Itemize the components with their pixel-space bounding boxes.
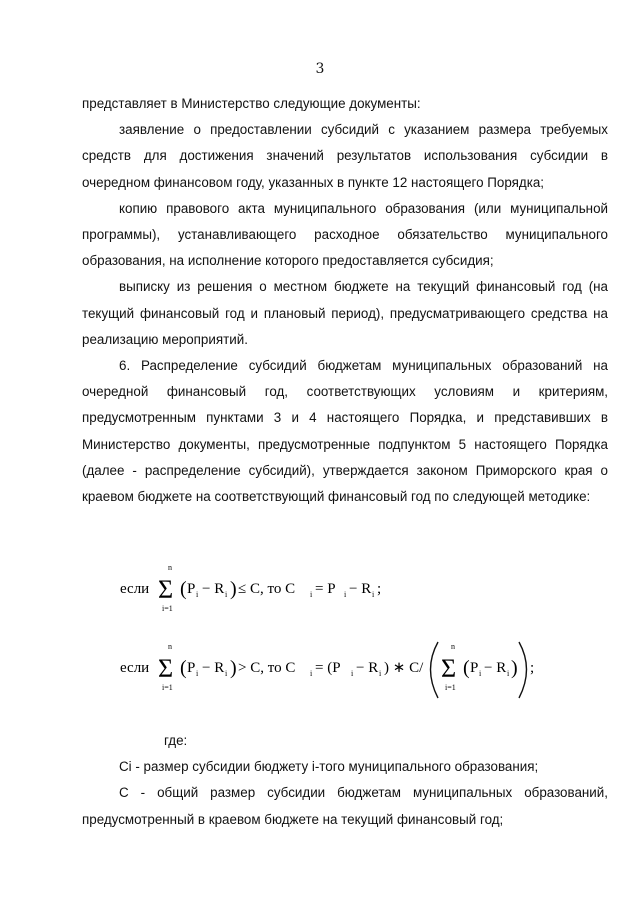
formula-2-sum-top: n	[168, 642, 172, 651]
paragraph-distribution: 6. Распределение субсидий бюджетам муниципальных образований на очередной финансовый год, соответствующих условиям и критериям, предусмотренным пунктами 3 и 4 настоящего Порядка, и представивших в Министерство документы, предусмотренные подпунктом 5 настоящего Порядка (далее - распределение субсидий), утверждается законом Приморского края о краевом бюджете на соответствующий финансовый год по следующей методике:	[82, 358, 608, 505]
definition-ci: Ci - размер субсидии бюджету i-того муниципального образования;	[119, 759, 539, 775]
formula-condition-1	[120, 560, 480, 621]
document-body	[82, 91, 608, 510]
formula-1-sub-5: i	[372, 590, 375, 599]
formula-2-sub-5: i	[379, 669, 382, 678]
paragraph-application: заявление о предоставлении субсидий с указанием размера требуемых средств для достижения значений результатов использования субсидии в очередном финансовом году, указанных в пункте 12 настоящего Порядка;	[82, 122, 608, 190]
formula-2-inner-sigma: Σ	[441, 654, 457, 683]
formula-1-svg	[120, 560, 480, 616]
formula-2-big-close-paren	[519, 642, 527, 698]
formula-2-inner-sub-2: i	[507, 669, 510, 678]
formula-2-sub-3: i	[310, 669, 313, 678]
formula-2-p: P	[187, 660, 196, 676]
formula-2-inner-sub-1: i	[479, 669, 482, 678]
formula-1-sigma: Σ	[158, 575, 174, 604]
formula-2-sum-bottom: i=1	[162, 683, 173, 692]
formula-2-end: ;	[530, 660, 535, 676]
formula-1-sub-2: i	[225, 590, 228, 599]
formula-1-equals: = P	[315, 581, 336, 597]
formula-1-open-paren: (	[180, 578, 187, 600]
definitions-block	[82, 728, 608, 833]
formula-2-equals: = (P	[315, 660, 341, 676]
formula-2-inner-sum-top: n	[451, 642, 455, 651]
formula-2-close-paren: )	[230, 657, 237, 679]
formula-2-open-paren: (	[180, 657, 187, 679]
formula-1-minus-r: − R	[202, 581, 225, 597]
formula-condition-2	[120, 636, 540, 707]
formula-2-minus-r: − R	[202, 660, 225, 676]
formula-1-p: P	[187, 581, 196, 597]
formula-2-inner-minus-r: − R	[484, 660, 507, 676]
formula-1-sub-1: i	[196, 590, 199, 599]
formula-2-svg	[120, 636, 540, 702]
formula-2-big-open-paren	[431, 642, 439, 698]
formula-1-close-paren: )	[230, 578, 237, 600]
formula-1-sum-bottom: i=1	[162, 604, 173, 613]
formula-2-inner-close-paren: )	[511, 657, 518, 679]
formula-2-sub-2: i	[225, 669, 228, 678]
where-label: где:	[164, 733, 188, 748]
formula-1-sub-3: i	[310, 590, 313, 599]
paragraph-intro: представляет в Министерство следующие документы:	[82, 96, 421, 111]
formula-2-minus-r2: − R	[356, 660, 379, 676]
formula-1-end: ;	[377, 581, 382, 597]
formula-2-sigma: Σ	[158, 654, 174, 683]
formula-1-condition: ≤ C, то C	[238, 581, 296, 597]
formula-2-sub-4: i	[351, 669, 354, 678]
formula-2-mult: ) ∗ C/	[384, 660, 424, 676]
definition-c: C - общий размер субсидии бюджетам муниципальных образований, предусмотренный в краевом бюджете на текущий финансовый год;	[82, 785, 608, 827]
formula-2-inner-p: P	[470, 660, 479, 676]
formula-2-prefix: если	[120, 660, 150, 676]
formula-2-condition: > C, то C	[238, 660, 296, 676]
formula-1-prefix: если	[120, 581, 150, 597]
formula-2-inner-sum-bottom: i=1	[445, 683, 456, 692]
formula-1-minus-r2: − R	[349, 581, 372, 597]
paragraph-budget-extract: выписку из решения о местном бюджете на текущий финансовый год (на текущий финансовый год и плановый период), предусматривающего средства на реализацию мероприятий.	[82, 279, 608, 347]
formula-2-inner-open-paren: (	[463, 657, 470, 679]
formula-2-sub-1: i	[196, 669, 199, 678]
formula-1-sub-4: i	[344, 590, 347, 599]
paragraph-legal-act: копию правового акта муниципального образования (или муниципальной программы), устанавливающего расходное обязательство муниципального образования, на исполнение которого предоставляется субсидия;	[82, 200, 608, 269]
page-number: 3	[315, 61, 325, 77]
formula-1-sum-top: n	[168, 563, 172, 572]
